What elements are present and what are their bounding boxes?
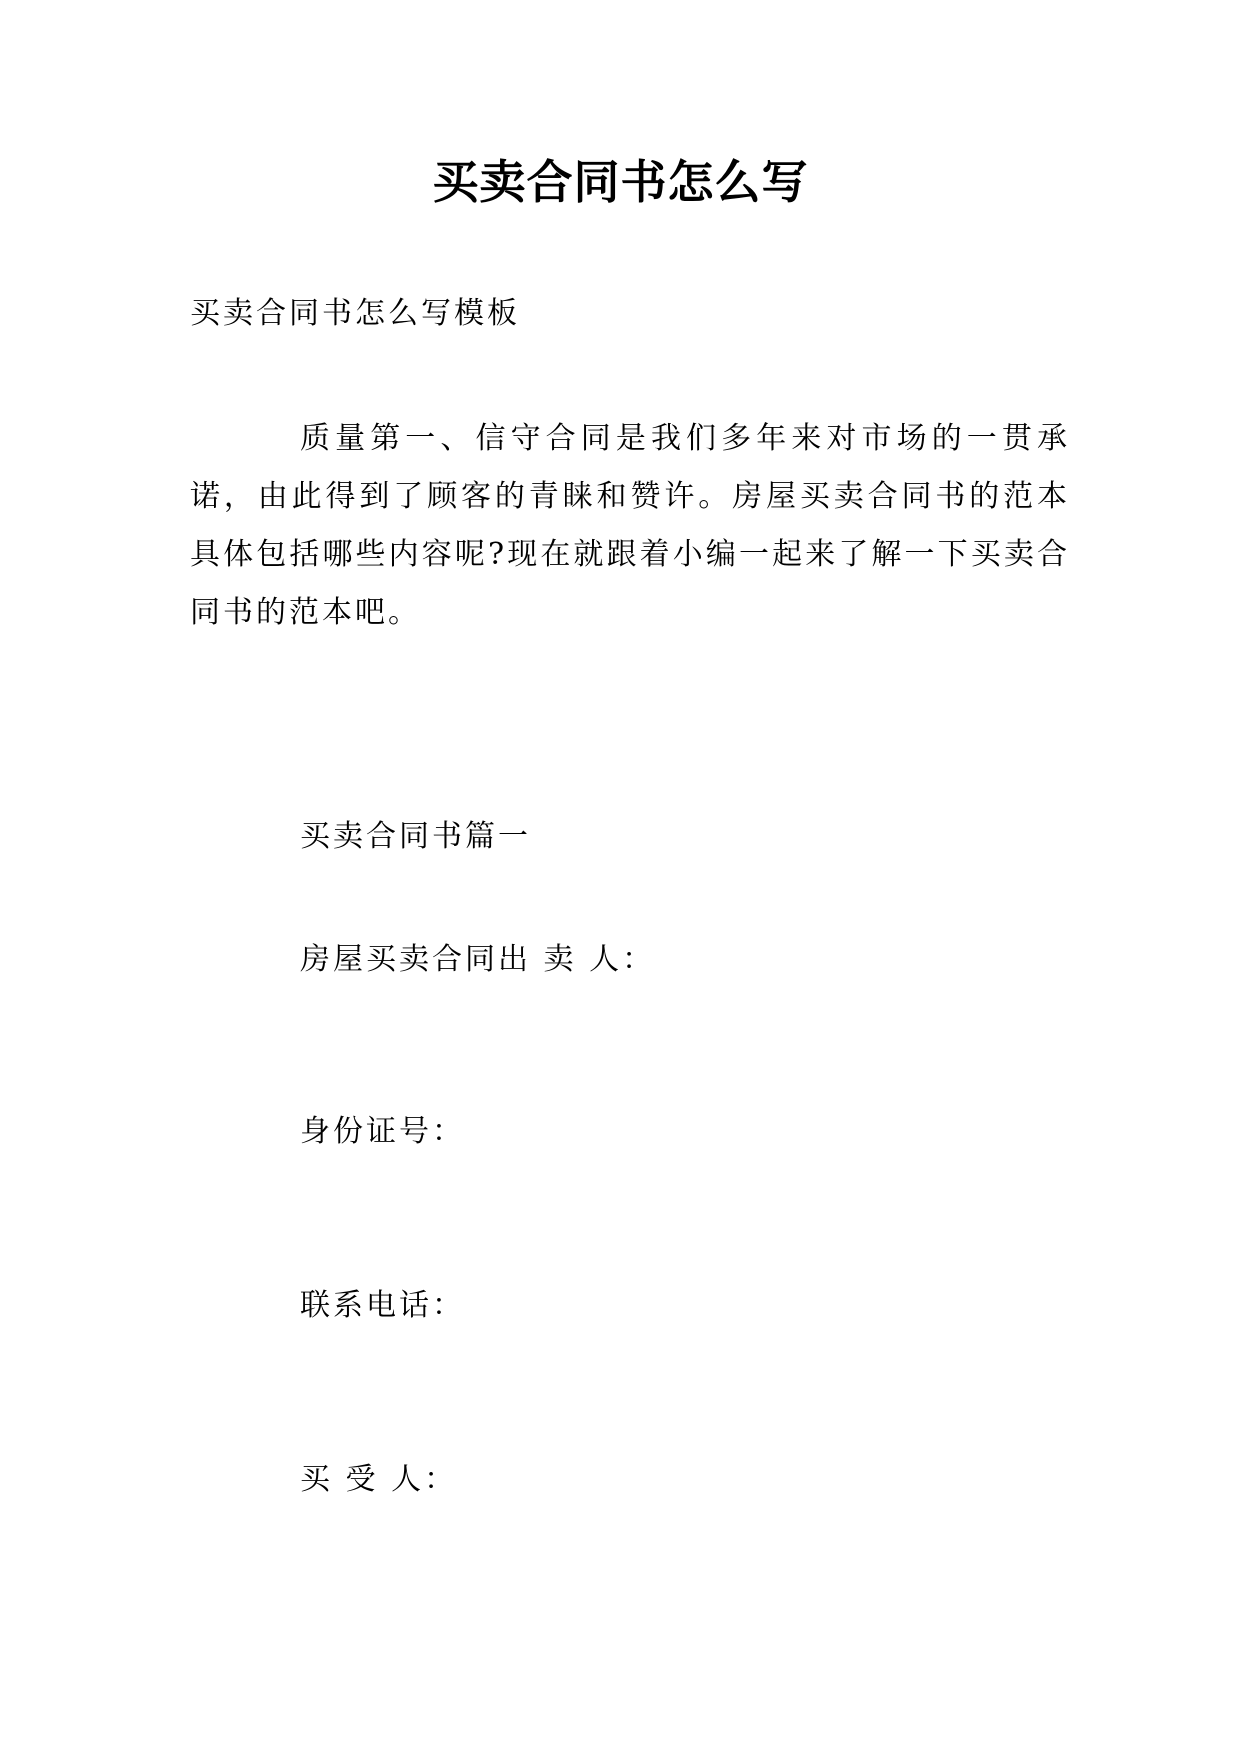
seller-field-label: 房屋买卖合同出 卖 人： <box>300 942 656 977</box>
document-subtitle: 买卖合同书怎么写模板 <box>190 296 520 331</box>
document-title: 买卖合同书怎么写 <box>432 155 809 209</box>
id-number-field-label: 身份证号： <box>300 1114 465 1149</box>
buyer-field-label: 买 受 人： <box>300 1462 458 1497</box>
section-heading: 买卖合同书篇一 <box>300 819 531 854</box>
intro-paragraph: 质量第一、信守合同是我们多年来对市场的一贯承诺，由此得到了顾客的青睐和赞许。房屋买卖合同书的范本具体包括哪些内容呢?现在就跟着小编一起来了解一下买卖合同书的范本吧。 <box>190 421 1070 630</box>
phone-field-label: 联系电话： <box>300 1288 465 1323</box>
